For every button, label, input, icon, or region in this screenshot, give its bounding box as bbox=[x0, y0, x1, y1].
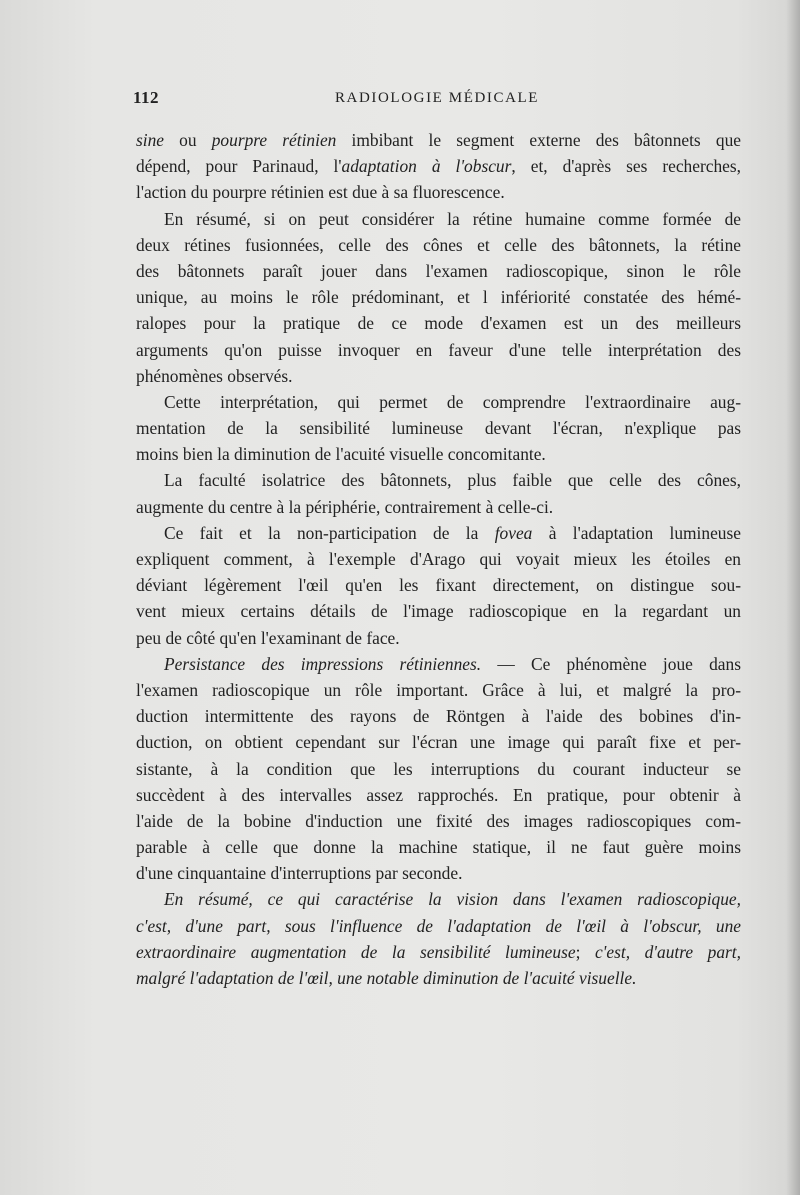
text-line: sine ou pourpre rétinien imbibant le segment externe des bâtonnets que bbox=[136, 130, 741, 150]
text-line: moins bien la diminution de l'acuité visuelle concomitante. bbox=[136, 444, 546, 465]
text-line: sistante, à la condition que les interruptions du courant inducteur se bbox=[136, 758, 741, 779]
text-line: Cette interprétation, qui permet de comprendre l'extraordinaire aug- bbox=[164, 391, 741, 412]
text-line: phénomènes observés. bbox=[136, 365, 293, 386]
page-header bbox=[133, 88, 741, 112]
text-line: malgré l'adaptation de l'œil, une notable diminution de l'acuité visuelle. bbox=[136, 968, 637, 988]
text-line: En résumé, ce qui caractérise la vision dans l'examen radioscopique, bbox=[164, 889, 741, 910]
text-line: Ce fait et la non-participation de la fovea à l'adaptation lumineuse bbox=[164, 522, 741, 543]
text-line: arguments qu'on puisse invoquer en faveur d'une telle interprétation des bbox=[136, 339, 741, 360]
text-line: La faculté isolatrice des bâtonnets, plus faible que celle des cônes, bbox=[164, 470, 741, 491]
text-line: mentation de la sensibilité lumineuse devant l'écran, n'explique pas bbox=[136, 418, 741, 439]
running-title: RADIOLOGIE MÉDICALE bbox=[334, 90, 540, 106]
text-line: vent mieux certains détails de l'image radioscopique en la regardant un bbox=[136, 601, 741, 622]
text-line: ralopes pour la pratique de ce mode d'examen est un des meilleurs bbox=[136, 313, 741, 334]
text-line: succèdent à des intervalles assez rapprochés. En pratique, pour obtenir à bbox=[136, 784, 741, 805]
text-line: c'est, d'une part, sous l'influence de l'adaptation de l'œil à l'obscur, une bbox=[136, 915, 741, 936]
text-line: l'aide de la bobine d'induction une fixité des images radioscopiques com- bbox=[136, 810, 741, 831]
text-line: l'action du pourpre rétinien est due à sa fluorescence. bbox=[136, 182, 505, 203]
text-line: des bâtonnets paraît jouer dans l'examen radioscopique, sinon le rôle bbox=[136, 260, 741, 281]
text-line: augmente du centre à la périphérie, contrairement à celle-ci. bbox=[136, 496, 554, 517]
text-line: expliquent comment, à l'exemple d'Arago qui voyait mieux les étoiles en bbox=[136, 549, 741, 569]
text-line: En résumé, si on peut considérer la rétine humaine comme formée de bbox=[164, 208, 741, 229]
page-edge-shadow bbox=[786, 0, 800, 1195]
page-number: 112 bbox=[133, 88, 160, 107]
text-line: dépend, pour Parinaud, l'adaptation à l'obscur, et, d'après ses recherches, bbox=[136, 156, 741, 177]
text-line: d'une cinquantaine d'interruptions par seconde. bbox=[136, 863, 463, 884]
text-line: déviant légèrement l'œil qu'en les fixant directement, on distingue sou- bbox=[136, 575, 741, 596]
text-line: Persistance des impressions rétiniennes. — Ce phénomène joue dans bbox=[164, 653, 741, 674]
text-line: parable à celle que donne la machine statique, il ne faut guère moins bbox=[136, 837, 741, 858]
text-line: deux rétines fusionnées, celle des cônes et celle des bâtonnets, la rétine bbox=[136, 234, 741, 255]
text-line: peu de côté qu'en l'examinant de face. bbox=[136, 627, 400, 648]
body-text bbox=[136, 127, 741, 991]
text-line: duction intermittente des rayons de Röntgen à l'aide des bobines d'in- bbox=[136, 706, 741, 727]
text-line: l'examen radioscopique un rôle important. Grâce à lui, et malgré la pro- bbox=[136, 679, 741, 700]
text-line: unique, au moins le rôle prédominant, et l infériorité constatée des hémé- bbox=[136, 287, 741, 308]
text-line: extraordinaire augmentation de la sensibilité lumineuse; c'est, d'autre part, bbox=[136, 941, 741, 962]
text-line: duction, on obtient cependant sur l'écran une image qui paraît fixe et per- bbox=[136, 732, 741, 753]
